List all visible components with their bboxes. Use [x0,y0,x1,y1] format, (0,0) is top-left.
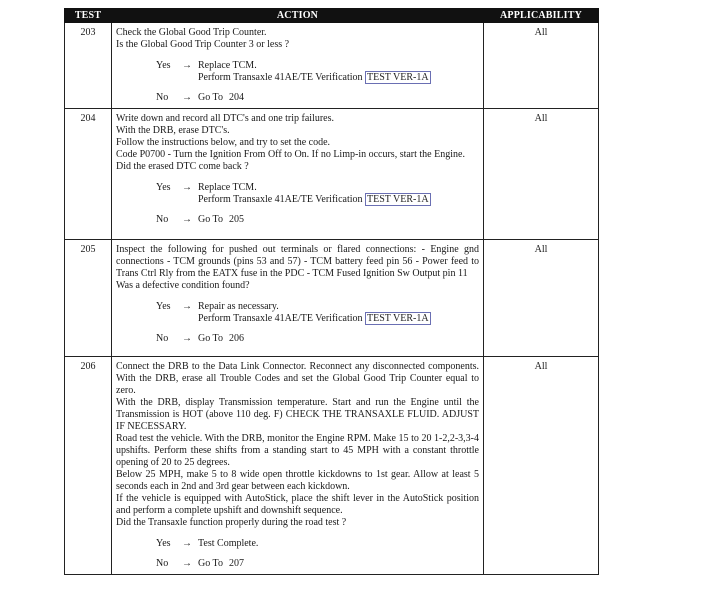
goto-target[interactable]: 207 [228,558,244,569]
table-row [65,23,599,109]
arrow-right-icon: → [182,214,192,225]
test-number: 204 [65,109,112,240]
table-row [65,109,599,240]
yes-label: Yes [156,538,171,549]
goto-text: Go To [198,558,223,569]
header-action: ACTION [112,9,484,23]
arrow-right-icon: → [182,60,192,71]
no-label: No [156,92,169,103]
action-text: With the DRB, display Transmission temperature. Start and run the Engine until the Transmission is HOT (above 110 deg. F) CHECK THE TRANSAXLE FLUID. ADJUST IF NECESSARY. [116,397,479,432]
goto-text: Go To [198,92,223,103]
yes-label: Yes [156,301,171,312]
action-text: Is the Global Good Trip Counter 3 or less ? [116,39,290,50]
no-label: No [156,333,169,344]
yes-result-text: Test Complete. [198,538,259,549]
yes-answer [156,182,479,206]
action-text: Did the erased DTC come back ? [116,161,249,172]
table-header [65,9,599,23]
action-text: Write down and record all DTC's and one trip failures. [116,113,334,124]
no-answer [156,214,479,226]
yes-result-text: Perform Transaxle 41AE/TE Verification [198,194,363,205]
diagnostic-test-table [64,8,599,575]
goto-target[interactable]: 204 [228,92,244,103]
yes-result-text: Perform Transaxle 41AE/TE Verification [198,72,363,83]
test-ver-link[interactable]: TEST VER-1A [367,313,429,324]
applicability: All [484,109,599,240]
table-row [65,240,599,357]
test-ver-link[interactable]: TEST VER-1A [367,194,429,205]
no-label: No [156,214,169,225]
yes-answer [156,60,479,84]
action-text: If the vehicle is equipped with AutoStick, place the shift lever in the AutoStick position and perform a complete upshift and downshift sequence. [116,493,479,516]
action-text: Road test the vehicle. With the DRB, monitor the Engine RPM. Make 15 to 20 1-2,2-3,3-4 upshifts. Perform these shifts from a standing start to 45 MPH with a constant throttle opening of 20 to 25 degrees. [116,433,479,468]
arrow-right-icon: → [182,182,192,193]
goto-text: Go To [198,333,223,344]
applicability: All [484,357,599,575]
action-text: Inspect the following for pushed out terminals or flared connections: - Engine gnd connections - TCM grounds (pins 53 and 57) - TCM battery feed pin 56 - Power feed to Trans Ctrl Rly from the EATX fuse in the PDC - TCM Fused Ignition Sw Output pin 11 [116,244,479,279]
arrow-right-icon: → [182,538,192,549]
no-answer [156,558,479,570]
yes-result-text: Replace TCM. [198,182,257,193]
goto-target[interactable]: 205 [228,214,244,225]
arrow-right-icon: → [182,92,192,103]
header-applicability: APPLICABILITY [484,9,599,23]
no-answer [156,92,479,104]
header-test: TEST [65,9,112,23]
arrow-right-icon: → [182,301,192,312]
action-cell [112,109,484,240]
action-text: Connect the DRB to the Data Link Connector. Reconnect any disconnected components. With the DRB, erase all Trouble Codes and set the Global Good Trip Counter equal to zero. [116,361,479,396]
action-cell [112,23,484,109]
yes-answer [156,538,479,550]
action-text: Follow the instructions below, and try to set the code. [116,137,331,148]
yes-result-text: Perform Transaxle 41AE/TE Verification [198,313,363,324]
yes-label: Yes [156,182,171,193]
test-number: 203 [65,23,112,109]
test-number: 205 [65,240,112,357]
yes-result-text: Replace TCM. [198,60,257,71]
action-cell [112,357,484,575]
action-text: Was a defective condition found? [116,280,250,291]
action-text: Did the Transaxle function properly during the road test ? [116,517,347,528]
applicability: All [484,23,599,109]
no-label: No [156,558,169,569]
applicability: All [484,240,599,357]
action-cell [112,240,484,357]
yes-result-text: Repair as necessary. [198,301,279,312]
action-text: Code P0700 - Turn the Ignition From Off to On. If no Limp-in occurs, start the Engine. [116,149,465,160]
action-text: Check the Global Good Trip Counter. [116,27,267,38]
table-row [65,357,599,575]
arrow-right-icon: → [182,333,192,344]
goto-target[interactable]: 206 [228,333,244,344]
test-number: 206 [65,357,112,575]
yes-answer [156,301,479,325]
goto-text: Go To [198,214,223,225]
action-text: Below 25 MPH, make 5 to 8 wide open throttle kickdowns to 1st gear. Allow at least 5 seconds each in 2nd and 3rd gear between each kickdown. [116,469,479,492]
action-text: With the DRB, erase DTC's. [116,125,230,136]
yes-label: Yes [156,60,171,71]
arrow-right-icon: → [182,558,192,569]
test-ver-link[interactable]: TEST VER-1A [367,72,429,83]
no-answer [156,333,479,345]
